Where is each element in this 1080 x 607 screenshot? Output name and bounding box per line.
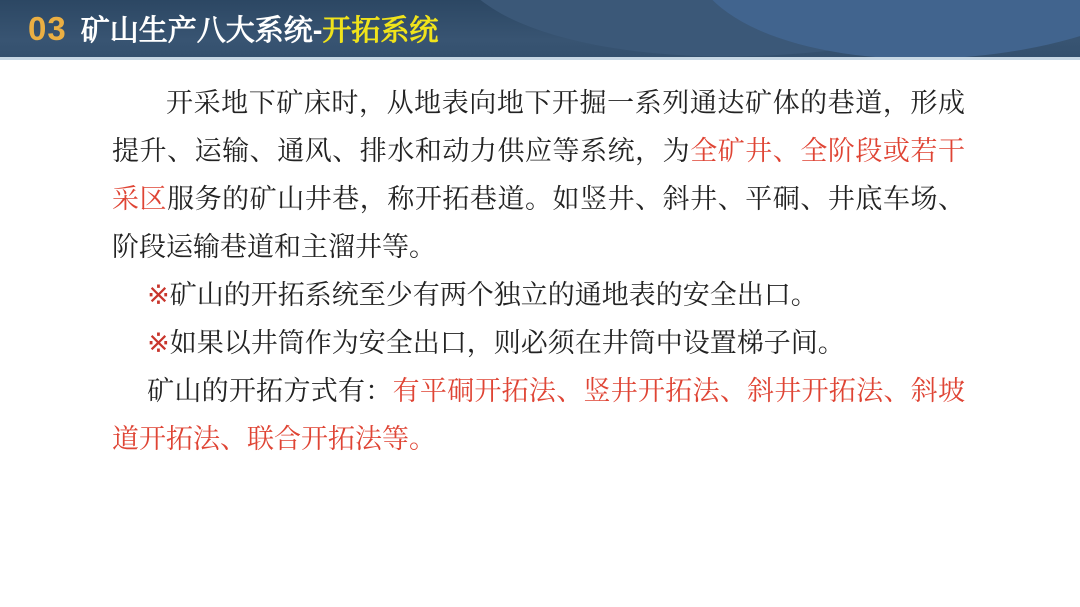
note-text: 如果以井筒作为安全出口，则必须在井筒中设置梯子间。 <box>169 328 845 358</box>
note-marker-icon: ※ <box>147 280 170 310</box>
intro-paragraph <box>112 79 965 271</box>
methods-lead: 矿山的开拓方式有： <box>147 376 393 406</box>
content-area <box>0 60 1080 463</box>
note-line-1 <box>112 271 965 319</box>
intro-red-highlight: 全矿井、全阶段或若干采区 <box>112 136 966 214</box>
page-title-highlight: 开拓系统 <box>322 15 439 47</box>
header-text <box>28 8 438 49</box>
note-text: 矿山的开拓系统至少有两个独立的通地表的安全出口。 <box>169 280 818 310</box>
header-bar <box>0 0 1080 60</box>
note-line-2 <box>112 319 965 367</box>
section-number: 03 <box>28 10 67 47</box>
methods-red-highlight: 有平硐开拓法、竖井开拓法、斜井开拓法、斜坡道开拓法、联合开拓法等。 <box>112 376 966 454</box>
page-title: 矿山生产八大系统- <box>80 15 323 47</box>
methods-paragraph <box>112 367 965 463</box>
intro-text-before: 开采地下矿床时，从地表向地下开掘一系列通达矿体的巷道，形成提升、运输、通风、排水和动力供应等系统，为 <box>112 88 965 166</box>
note-marker-icon: ※ <box>147 328 170 358</box>
intro-text-after: 服务的矿山井巷，称开拓巷道。如竖井、斜井、平硐、井底车场、阶段运输巷道和主溜井等。 <box>112 184 966 262</box>
